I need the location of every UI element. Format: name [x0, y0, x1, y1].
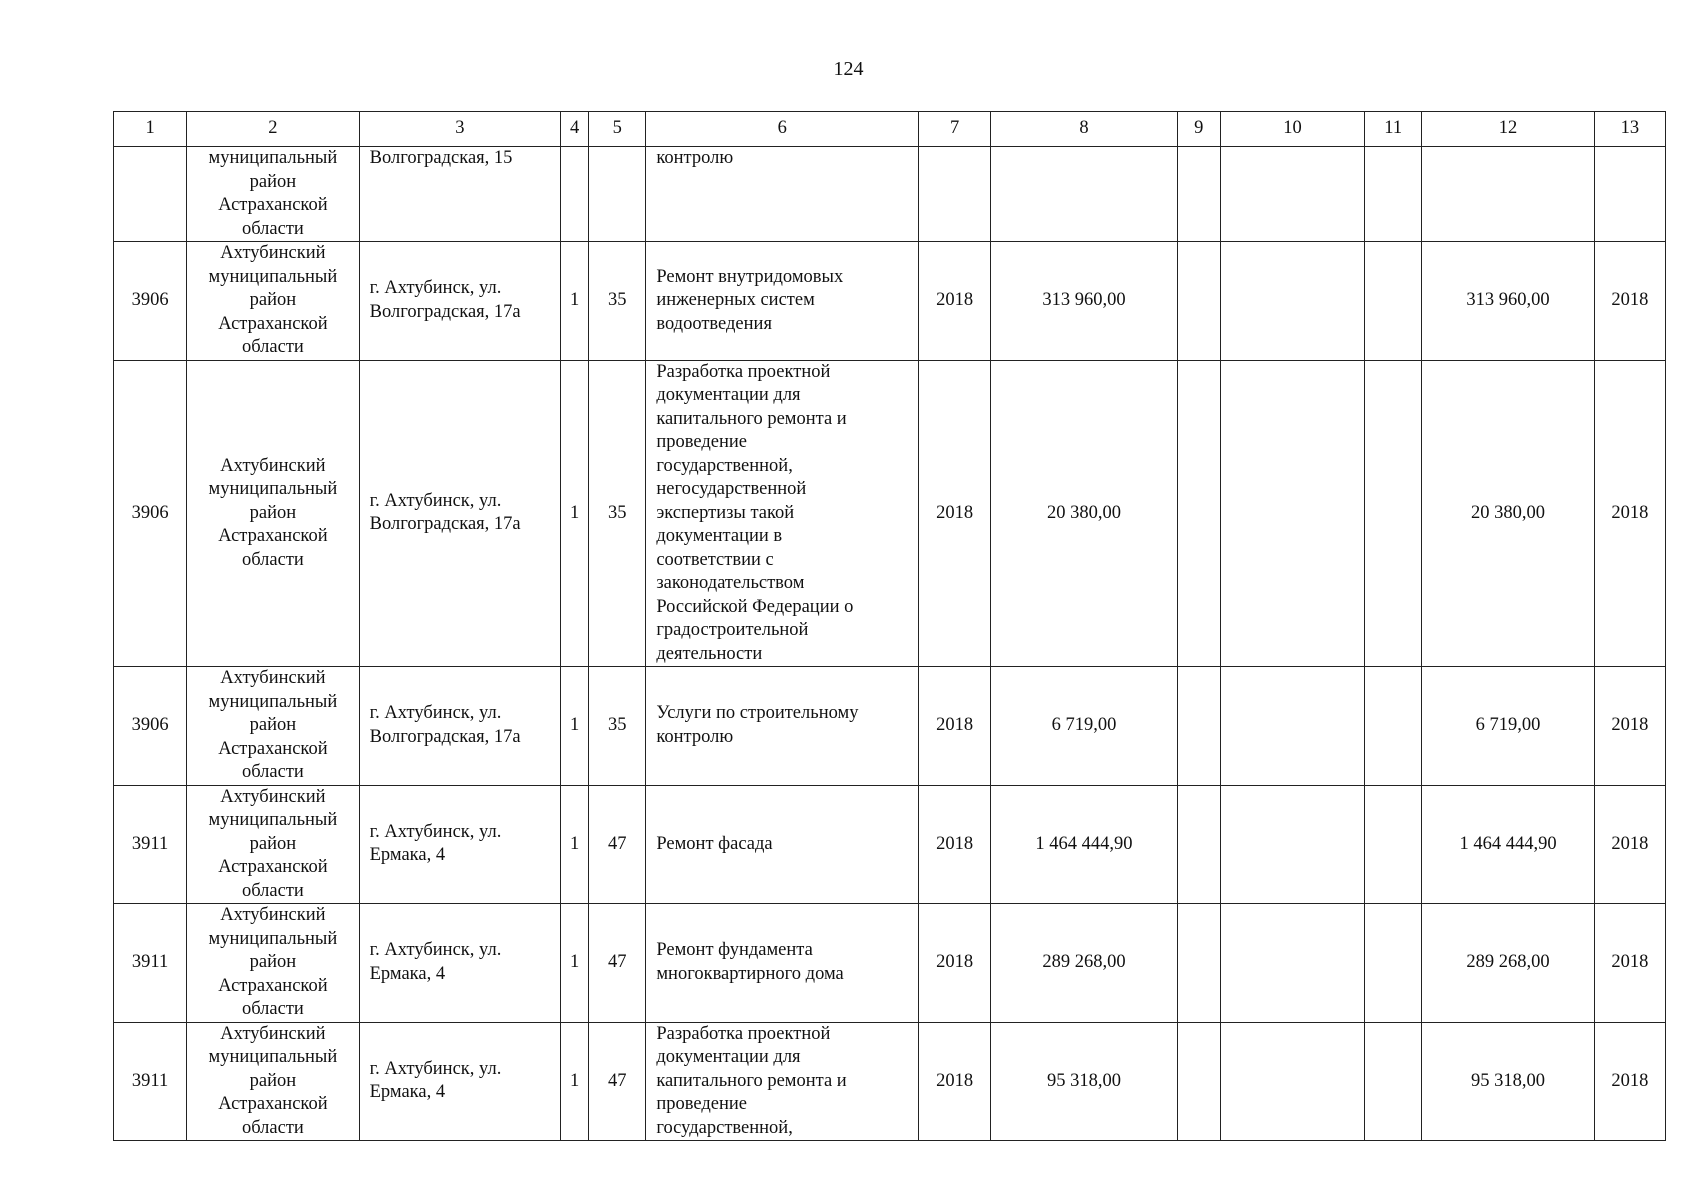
cell-address: г. Ахтубинск, ул. Волгоградская, 17а	[359, 242, 561, 361]
cell-year: 2018	[919, 667, 991, 786]
cell-col4: 1	[561, 1022, 589, 1141]
cell-col5: 47	[589, 904, 646, 1023]
cell-record-number	[114, 147, 187, 242]
cell-col4: 1	[561, 667, 589, 786]
cell-col12-cost: 289 268,00	[1422, 904, 1594, 1023]
cell-total-cost: 6 719,00	[991, 667, 1177, 786]
cell-col13-year: 2018	[1594, 360, 1665, 667]
cell-col5: 35	[589, 242, 646, 361]
cell-work-description: контролю	[646, 147, 919, 242]
column-header: 8	[991, 112, 1177, 147]
column-header: 12	[1422, 112, 1594, 147]
table-row	[114, 904, 1666, 1023]
cell-col10	[1220, 1022, 1364, 1141]
cell-year: 2018	[919, 785, 991, 904]
cell-col13-year: 2018	[1594, 667, 1665, 786]
cell-address: г. Ахтубинск, ул. Ермака, 4	[359, 904, 561, 1023]
cell-col12-cost	[1422, 147, 1594, 242]
table-row	[114, 785, 1666, 904]
cell-municipality: Ахтубинский муниципальный район Астраханской области	[187, 785, 359, 904]
cell-address: г. Ахтубинск, ул. Ермака, 4	[359, 1022, 561, 1141]
cell-work-description: Ремонт внутридомовых инженерных систем водоотведения	[646, 242, 919, 361]
cell-col13-year: 2018	[1594, 242, 1665, 361]
column-header: 4	[561, 112, 589, 147]
cell-col11	[1365, 360, 1422, 667]
cell-col9	[1177, 147, 1220, 242]
cell-work-description: Ремонт фундамента многоквартирного дома	[646, 904, 919, 1023]
cell-col13-year	[1594, 147, 1665, 242]
cell-total-cost: 95 318,00	[991, 1022, 1177, 1141]
cell-record-number: 3906	[114, 667, 187, 786]
cell-col12-cost: 313 960,00	[1422, 242, 1594, 361]
document-table	[113, 111, 1666, 1141]
cell-municipality: Ахтубинский муниципальный район Астраханской области	[187, 360, 359, 667]
cell-address: г. Ахтубинск, ул. Волгоградская, 17а	[359, 360, 561, 667]
cell-col12-cost: 6 719,00	[1422, 667, 1594, 786]
cell-municipality: Ахтубинский муниципальный район Астраханской области	[187, 667, 359, 786]
cell-municipality: муниципальный район Астраханской области	[187, 147, 359, 242]
cell-col11	[1365, 1022, 1422, 1141]
cell-col4	[561, 147, 589, 242]
cell-col9	[1177, 1022, 1220, 1141]
cell-col5: 35	[589, 360, 646, 667]
cell-col5: 35	[589, 667, 646, 786]
cell-col9	[1177, 360, 1220, 667]
page-number: 124	[833, 58, 864, 80]
cell-address: Волгоградская, 15	[359, 147, 561, 242]
cell-col12-cost: 95 318,00	[1422, 1022, 1594, 1141]
table-row	[114, 667, 1666, 786]
cell-year: 2018	[919, 1022, 991, 1141]
cell-col11	[1365, 785, 1422, 904]
column-header: 2	[187, 112, 359, 147]
column-header: 1	[114, 112, 187, 147]
cell-address: г. Ахтубинск, ул. Ермака, 4	[359, 785, 561, 904]
cell-col13-year: 2018	[1594, 1022, 1665, 1141]
cell-total-cost: 20 380,00	[991, 360, 1177, 667]
table-row	[114, 360, 1666, 667]
column-header: 10	[1220, 112, 1364, 147]
cell-col11	[1365, 147, 1422, 242]
cell-record-number: 3906	[114, 242, 187, 361]
cell-col10	[1220, 360, 1364, 667]
cell-col13-year: 2018	[1594, 785, 1665, 904]
cell-col13-year: 2018	[1594, 904, 1665, 1023]
table-row	[114, 1022, 1666, 1141]
cell-year	[919, 147, 991, 242]
cell-col5	[589, 147, 646, 242]
cell-col12-cost: 20 380,00	[1422, 360, 1594, 667]
cell-record-number: 3911	[114, 785, 187, 904]
cell-col10	[1220, 242, 1364, 361]
cell-work-description: Ремонт фасада	[646, 785, 919, 904]
cell-col10	[1220, 667, 1364, 786]
table-row	[114, 242, 1666, 361]
table-body	[114, 112, 1666, 1141]
cell-col10	[1220, 785, 1364, 904]
cell-municipality: Ахтубинский муниципальный район Астраханской области	[187, 904, 359, 1023]
cell-col4: 1	[561, 242, 589, 361]
column-header: 11	[1365, 112, 1422, 147]
cell-record-number: 3911	[114, 1022, 187, 1141]
cell-work-description: Разработка проектной документации для капитального ремонта и проведение государственной, негосударственной экспертизы такой документации в соответствии с законодательством Российской Федерации о градостроительной деятельности	[646, 360, 919, 667]
column-header: 3	[359, 112, 561, 147]
cell-work-description: Разработка проектной документации для капитального ремонта и проведение государственной,	[646, 1022, 919, 1141]
column-header: 5	[589, 112, 646, 147]
cell-col9	[1177, 667, 1220, 786]
cell-work-description: Услуги по строительному контролю	[646, 667, 919, 786]
cell-total-cost: 1 464 444,90	[991, 785, 1177, 904]
cell-year: 2018	[919, 904, 991, 1023]
cell-col4: 1	[561, 904, 589, 1023]
header-row	[114, 112, 1666, 147]
cell-col9	[1177, 785, 1220, 904]
cell-year: 2018	[919, 360, 991, 667]
cell-col11	[1365, 904, 1422, 1023]
column-header: 6	[646, 112, 919, 147]
cell-col4: 1	[561, 360, 589, 667]
cell-year: 2018	[919, 242, 991, 361]
cell-col4: 1	[561, 785, 589, 904]
cell-municipality: Ахтубинский муниципальный район Астраханской области	[187, 242, 359, 361]
cell-record-number: 3906	[114, 360, 187, 667]
cell-total-cost: 313 960,00	[991, 242, 1177, 361]
column-header: 13	[1594, 112, 1665, 147]
cell-col12-cost: 1 464 444,90	[1422, 785, 1594, 904]
cell-municipality: Ахтубинский муниципальный район Астраханской области	[187, 1022, 359, 1141]
cell-total-cost: 289 268,00	[991, 904, 1177, 1023]
cell-col11	[1365, 667, 1422, 786]
cell-col10	[1220, 147, 1364, 242]
cell-col5: 47	[589, 1022, 646, 1141]
cell-col11	[1365, 242, 1422, 361]
cell-record-number: 3911	[114, 904, 187, 1023]
column-header: 7	[919, 112, 991, 147]
cell-address: г. Ахтубинск, ул. Волгоградская, 17а	[359, 667, 561, 786]
cell-col9	[1177, 242, 1220, 361]
cell-total-cost	[991, 147, 1177, 242]
column-header: 9	[1177, 112, 1220, 147]
cell-col5: 47	[589, 785, 646, 904]
cell-col9	[1177, 904, 1220, 1023]
table-row	[114, 147, 1666, 242]
cell-col10	[1220, 904, 1364, 1023]
